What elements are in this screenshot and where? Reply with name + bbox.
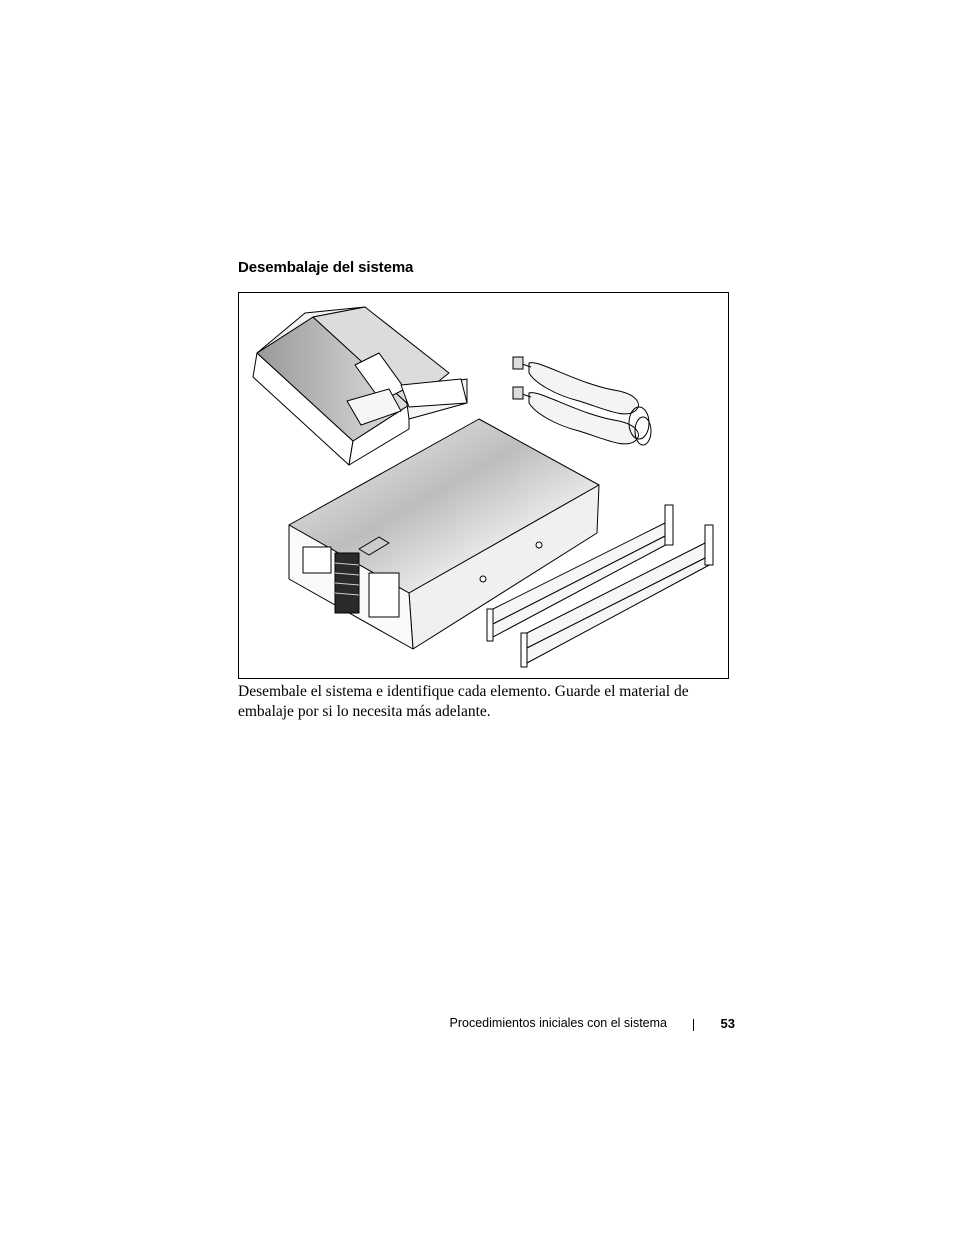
footer-page-number: 53: [720, 1016, 735, 1031]
footer-separator: [693, 1019, 694, 1031]
section-heading: Desembalaje del sistema: [238, 259, 414, 276]
box-icon: [253, 307, 467, 465]
body-paragraph: Desembale el sistema e identifique cada elemento. Guarde el material de embalaje por si lo necesita más adelante.: [238, 683, 689, 720]
power-cable-icon: [513, 357, 651, 445]
footer-chapter-title: Procedimientos iniciales con el sistema: [449, 1016, 667, 1030]
server-icon: [289, 419, 599, 649]
unpacking-figure: [238, 292, 729, 679]
page-footer: [420, 1016, 735, 1036]
